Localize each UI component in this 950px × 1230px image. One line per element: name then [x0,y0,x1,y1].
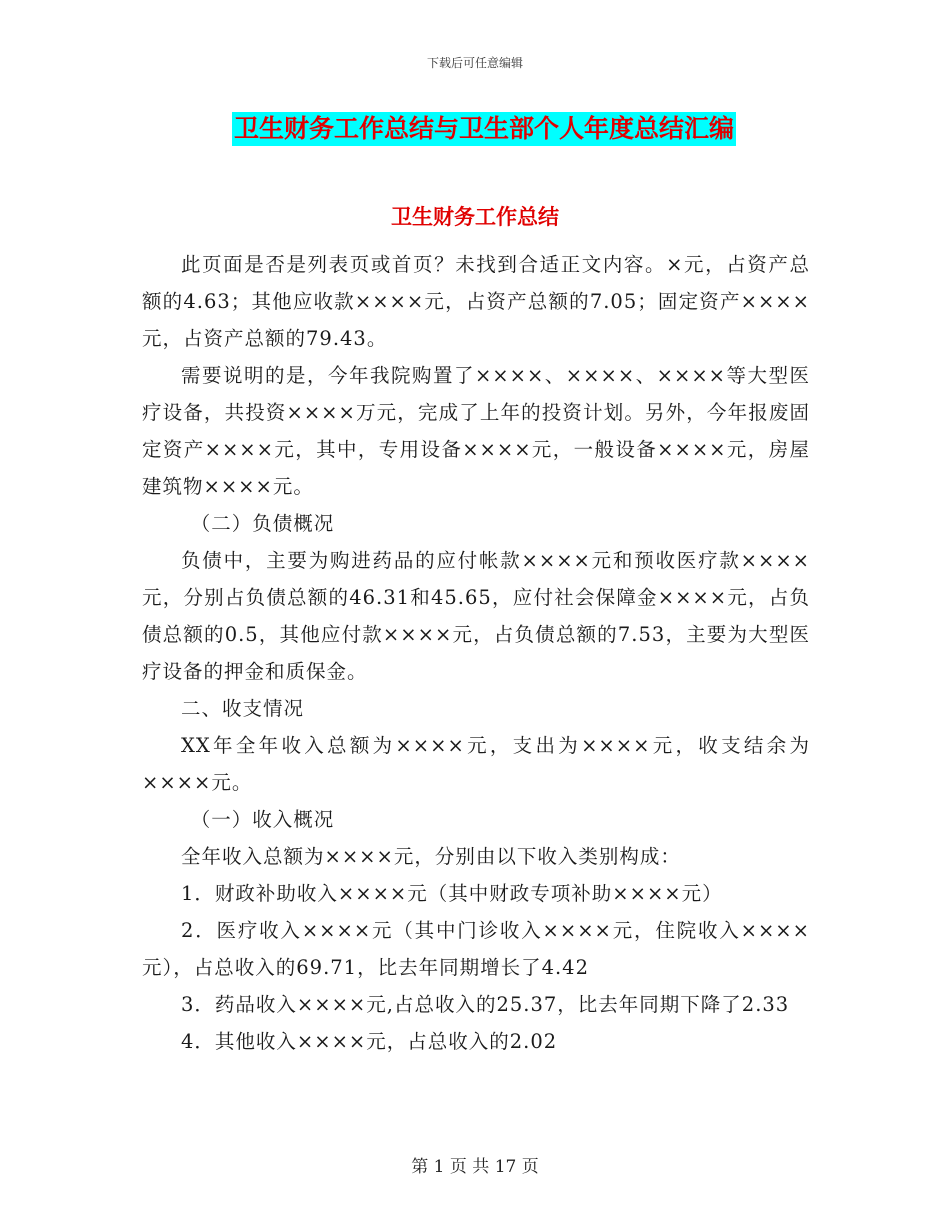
paragraph-income-total: 全年收入总额为××××元，分别由以下收入类别构成： [181,845,681,868]
header-note: 下载后可任意编辑 [426,56,523,70]
paragraph-equipment: 需要说明的是，今年我院购置了××××、××××、××××等大型医疗设备，共投资××××万元，完成了上年的投资计划。另外，今年报废固定资产××××元，其中，专用设备××××元，一般设备××××元，房屋建筑物××××元。 [142,364,810,498]
list-item-drug: 3．药品收入××××元,占总收入的25.37，比去年同期下降了2.33 [181,993,790,1016]
paragraph-liabilities: 负债中，主要为购进药品的应付帐款××××元和预收医疗款××××元，分别占负债总额的46.31和45.65，应付社会保障金××××元，占负债总额的0.5，其他应付款××××元，占负债总额的7.53，主要为大型医疗设备的押金和质保金。 [142,549,810,683]
body-text [142,246,810,1060]
heading-liabilities: （二）负债概况 [190,512,335,535]
document-title: 卫生财务工作总结与卫生部个人年度总结汇编 [232,112,736,146]
list-item-other: 4．其他收入××××元，占总收入的2.02 [181,1030,558,1053]
page-footer: 第 1 页 共 17 页 [411,1157,539,1177]
paragraph-income-expense: XX年全年收入总额为××××元，支出为××××元，收支结余为××××元。 [142,734,810,794]
list-item-fiscal: 1．财政补助收入××××元（其中财政专项补助××××元） [181,882,723,905]
heading-income: （一）收入概况 [190,808,335,831]
section-title: 卫生财务工作总结 [391,205,559,229]
paragraph-assets: 此页面是否是列表页或首页？未找到合适正文内容。×元，占资产总额的4.63；其他应收款××××元，占资产总额的7.05；固定资产××××元，占资产总额的79.43。 [142,253,810,350]
heading-income-expense: 二、收支情况 [181,697,305,720]
list-item-medical: 2．医疗收入××××元（其中门诊收入××××元，住院收入××××元），占总收入的69.71，比去年同期增长了4.42 [142,919,810,979]
